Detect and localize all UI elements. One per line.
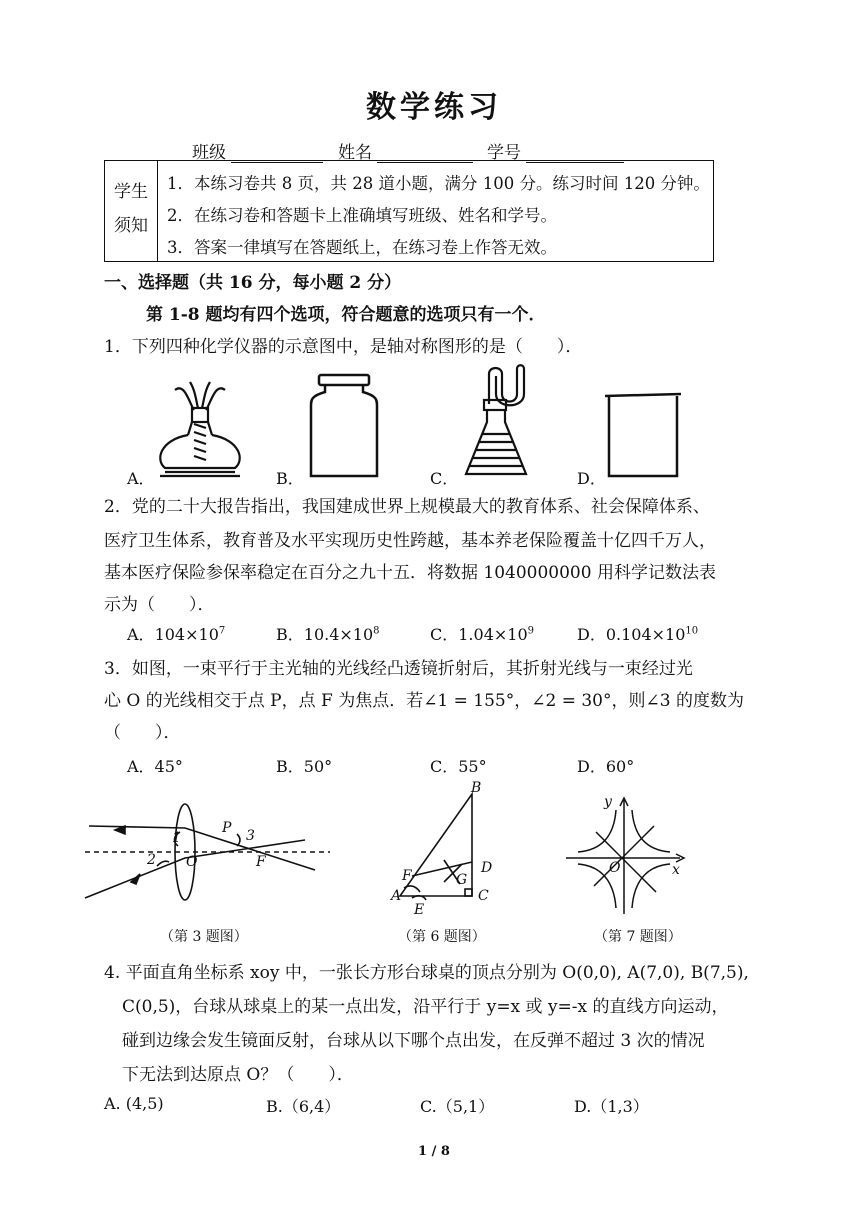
fig6-label-f: F [402,868,412,884]
q4-line: 4. 平面直角坐标系 xoy 中，一张长方形台球桌的顶点分别为 O(0,0), A(7,0), B(7,5), [104,963,749,983]
section-heading: 一、选择题（共 16 分，每小题 2 分） [104,273,402,293]
notice-item: 2．在练习卷和答题卡上准确填写班级、姓名和学号。 [167,206,557,225]
fig3-caption: （第 3 题图） [160,929,248,945]
beaker-icon [603,390,685,482]
q2-option-c[interactable]: C．$1.04\times 10^9$ [430,625,535,644]
q3-line: 心 O 的光线相交于点 P，点 F 为焦点．若∠1 = 155°，∠2 = 30°，则∠3 的度数为 [104,691,744,711]
q3-option-b[interactable]: B．50° [276,757,333,776]
q3-line: （ ）． [104,723,181,743]
q4-option-b[interactable]: B.（6,4） [266,1097,341,1116]
notice-item: 3．答案一律填写在答题纸上，在练习卷上作答无效。 [167,238,557,257]
q2-line: 基本医疗保险参保率稳定在百分之九十五．将数据 1040000000 用科学记数法表 [104,563,716,583]
page-number: 1 / 8 [418,1144,450,1159]
q4-line: 下无法到达原点 O？（ ）． [122,1065,354,1085]
notice-box [104,160,714,262]
notice-heading: 学生 须知 [105,161,158,261]
fig7-label-y: y [604,794,612,810]
fig3-label-3: 3 [246,828,255,844]
q4-option-a[interactable]: A. (4,5) [104,1094,164,1113]
q3-line: 3．如图，一束平行于主光轴的光线经凸透镜折射后，其折射光线与一束经过光 [104,659,693,679]
fig6-caption: （第 6 题图） [398,929,486,945]
name-label: 姓名 [338,143,372,163]
fig6-label-b: B [471,780,482,796]
lens-diagram [85,800,335,910]
fig7-caption: （第 7 题图） [594,929,682,945]
q3-option-a[interactable]: A．45° [127,757,183,776]
fig3-label-f: F [256,854,266,870]
q2-option-b[interactable]: B．$10.4\times 10^8$ [276,625,380,644]
q2-option-a[interactable]: A．$104\times 10^7$ [127,625,226,644]
q4-option-c[interactable]: C.（5,1） [420,1097,495,1116]
fig6-label-d: D [481,860,493,876]
fig3-label-1: 1 [172,830,181,846]
reagent-bottle-icon [307,372,381,482]
q4-line: 碰到边缘会发生镜面反射，台球从以下哪个点出发，在反弹不超过 3 次的情况 [122,1031,705,1051]
q1-text: 1．下列四种化学仪器的示意图中，是轴对称图形的是（ ）． [104,337,583,357]
q1-option-a[interactable]: A． [127,469,155,488]
flask-with-tube-icon [462,364,542,484]
section-instruction: 第 1-8 题均有四个选项，符合题意的选项只有一个． [146,305,546,325]
alcohol-lamp-icon [150,380,250,480]
q3-option-d[interactable]: D．60° [577,757,635,776]
q1-option-c[interactable]: C． [430,469,459,488]
q2-option-d[interactable]: D．$0.104\times 10^{10}$ [577,625,699,644]
notice-item: 1．本练习卷共 8 页，共 28 道小题，满分 100 分。练习时间 120 分钟。 [167,174,710,193]
q1-option-b[interactable]: B． [276,469,304,488]
q1-option-d[interactable]: D． [577,469,606,488]
fig3-label-p: P [222,820,232,836]
fig3-label-o: O [186,854,198,870]
fig3-label-2: 2 [147,852,156,868]
class-label: 班级 [192,143,226,163]
q4-line: C(0,5)，台球从球桌上的某一点出发，沿平行于 y=x 或 y=-x 的直线方向运动， [122,997,729,1017]
q2-line: 医疗卫生体系，教育普及水平实现历史性跨越，基本养老保险覆盖十亿四千万人， [104,531,716,551]
fig6-label-e: E [414,902,425,918]
q4-option-d[interactable]: D.（1,3） [574,1097,649,1116]
page-title: 数学练习 [366,90,502,125]
q2-line: 2．党的二十大报告指出，我国建成世界上规模最大的教育体系、社会保障体系、 [104,497,710,517]
q2-line: 示为（ ）． [104,595,215,615]
q3-option-c[interactable]: C．55° [430,757,487,776]
fig6-label-a: A [391,888,402,904]
fig6-label-g: G [456,872,468,888]
curve-diagram [566,796,686,916]
id-label: 学号 [487,143,521,163]
fig6-label-c: C [478,888,489,904]
fig7-label-o: O [609,860,621,876]
fig7-label-x: x [672,862,680,878]
